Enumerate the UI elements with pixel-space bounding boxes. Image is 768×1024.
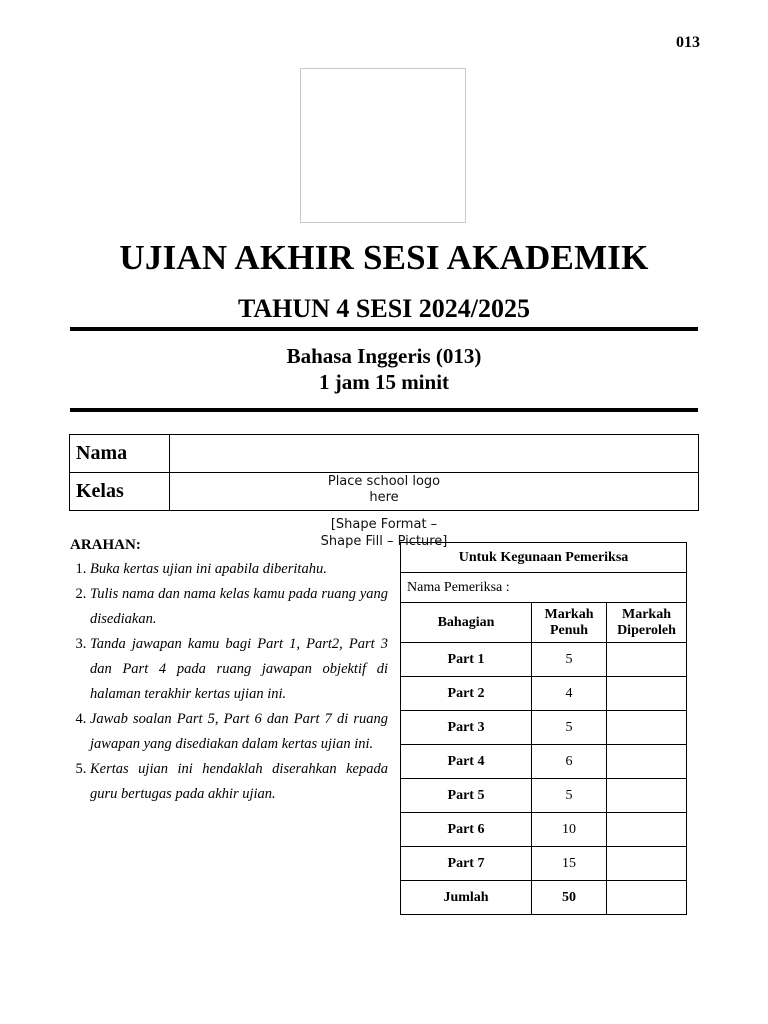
examiner-table-title: Untuk Kegunaan Pemeriksa bbox=[401, 543, 687, 573]
part-name: Part 5 bbox=[401, 779, 532, 813]
part-obtained-marks[interactable] bbox=[607, 677, 687, 711]
col-full-marks-line1: Markah bbox=[544, 606, 594, 622]
part-obtained-marks[interactable] bbox=[607, 779, 687, 813]
school-logo-placeholder[interactable] bbox=[300, 68, 466, 223]
total-label: Jumlah bbox=[401, 881, 532, 915]
instruction-item: 1. Buka kertas ujian ini apabila diberitahu. bbox=[90, 557, 388, 582]
col-obtained-line2: Diperoleh bbox=[617, 622, 676, 638]
part-name: Part 6 bbox=[401, 813, 532, 847]
table-row bbox=[401, 677, 687, 711]
instructions-list bbox=[70, 557, 388, 807]
part-full-marks: 5 bbox=[532, 643, 607, 677]
part-obtained-marks[interactable] bbox=[607, 847, 687, 881]
part-full-marks: 10 bbox=[532, 813, 607, 847]
table-row bbox=[401, 711, 687, 745]
name-row bbox=[70, 435, 699, 473]
col-full-marks-header bbox=[532, 603, 607, 643]
col-full-marks-line2: Penuh bbox=[549, 622, 589, 638]
logo-hint-line2: Shape Fill – Picture] bbox=[320, 534, 448, 549]
logo-placeholder-hint bbox=[300, 516, 468, 550]
table-row bbox=[401, 779, 687, 813]
instruction-item: 2. Tulis nama dan nama kelas kamu pada ruang yang disediakan. bbox=[90, 582, 388, 632]
part-name: Part 1 bbox=[401, 643, 532, 677]
part-obtained-marks[interactable] bbox=[607, 813, 687, 847]
logo-hint-line1: [Shape Format – bbox=[330, 517, 438, 532]
paper-code: 013 bbox=[676, 34, 700, 51]
logo-placeholder-line1: Place school logo bbox=[327, 474, 441, 489]
table-row bbox=[401, 847, 687, 881]
part-full-marks: 4 bbox=[532, 677, 607, 711]
table-row bbox=[401, 643, 687, 677]
divider-bottom bbox=[70, 408, 698, 412]
total-row bbox=[401, 881, 687, 915]
part-name: Part 4 bbox=[401, 745, 532, 779]
part-obtained-marks[interactable] bbox=[607, 643, 687, 677]
marks-header-row bbox=[401, 603, 687, 643]
name-field[interactable] bbox=[170, 435, 699, 473]
subject-block bbox=[0, 343, 768, 395]
part-full-marks: 5 bbox=[532, 711, 607, 745]
part-name: Part 2 bbox=[401, 677, 532, 711]
table-row bbox=[401, 813, 687, 847]
subject-name: Bahasa Inggeris (013) bbox=[286, 344, 482, 368]
name-label: Nama bbox=[70, 435, 170, 473]
exam-subtitle: TAHUN 4 SESI 2024/2025 bbox=[237, 294, 531, 323]
examiner-name-field[interactable]: Nama Pemeriksa : bbox=[401, 573, 687, 603]
class-label: Kelas bbox=[70, 473, 170, 511]
examiner-name-row bbox=[401, 573, 687, 603]
total-obtained-marks[interactable] bbox=[607, 881, 687, 915]
examiner-marks-table bbox=[400, 542, 687, 915]
instruction-item: 3. Tanda jawapan kamu bagi Part 1, Part2, Part 3 dan Part 4 pada ruang jawapan objektif di halaman terakhir kertas ujian ini. bbox=[90, 632, 388, 707]
total-full-marks: 50 bbox=[532, 881, 607, 915]
part-name: Part 7 bbox=[401, 847, 532, 881]
col-section-header: Bahagian bbox=[401, 603, 532, 643]
divider-top bbox=[70, 327, 698, 331]
part-full-marks: 5 bbox=[532, 779, 607, 813]
col-obtained-line1: Markah bbox=[622, 606, 671, 622]
part-full-marks: 6 bbox=[532, 745, 607, 779]
table-row bbox=[401, 745, 687, 779]
instruction-item: 4. Jawab soalan Part 5, Part 6 dan Part 7 di ruang jawapan yang disediakan dalam kertas ujian ini. bbox=[90, 707, 388, 757]
col-obtained-marks-header bbox=[607, 603, 687, 643]
instruction-item: 5. Kertas ujian ini hendaklah diserahkan kepada guru bertugas pada akhir ujian. bbox=[90, 757, 388, 807]
exam-title: UJIAN AKHIR SESI AKADEMIK bbox=[119, 238, 649, 277]
subject-duration: 1 jam 15 minit bbox=[318, 370, 450, 394]
part-obtained-marks[interactable] bbox=[607, 711, 687, 745]
instructions-heading: ARAHAN: bbox=[70, 537, 141, 553]
logo-placeholder-text bbox=[300, 474, 468, 506]
logo-placeholder-line2: here bbox=[369, 490, 399, 505]
part-name: Part 3 bbox=[401, 711, 532, 745]
part-full-marks: 15 bbox=[532, 847, 607, 881]
part-obtained-marks[interactable] bbox=[607, 745, 687, 779]
